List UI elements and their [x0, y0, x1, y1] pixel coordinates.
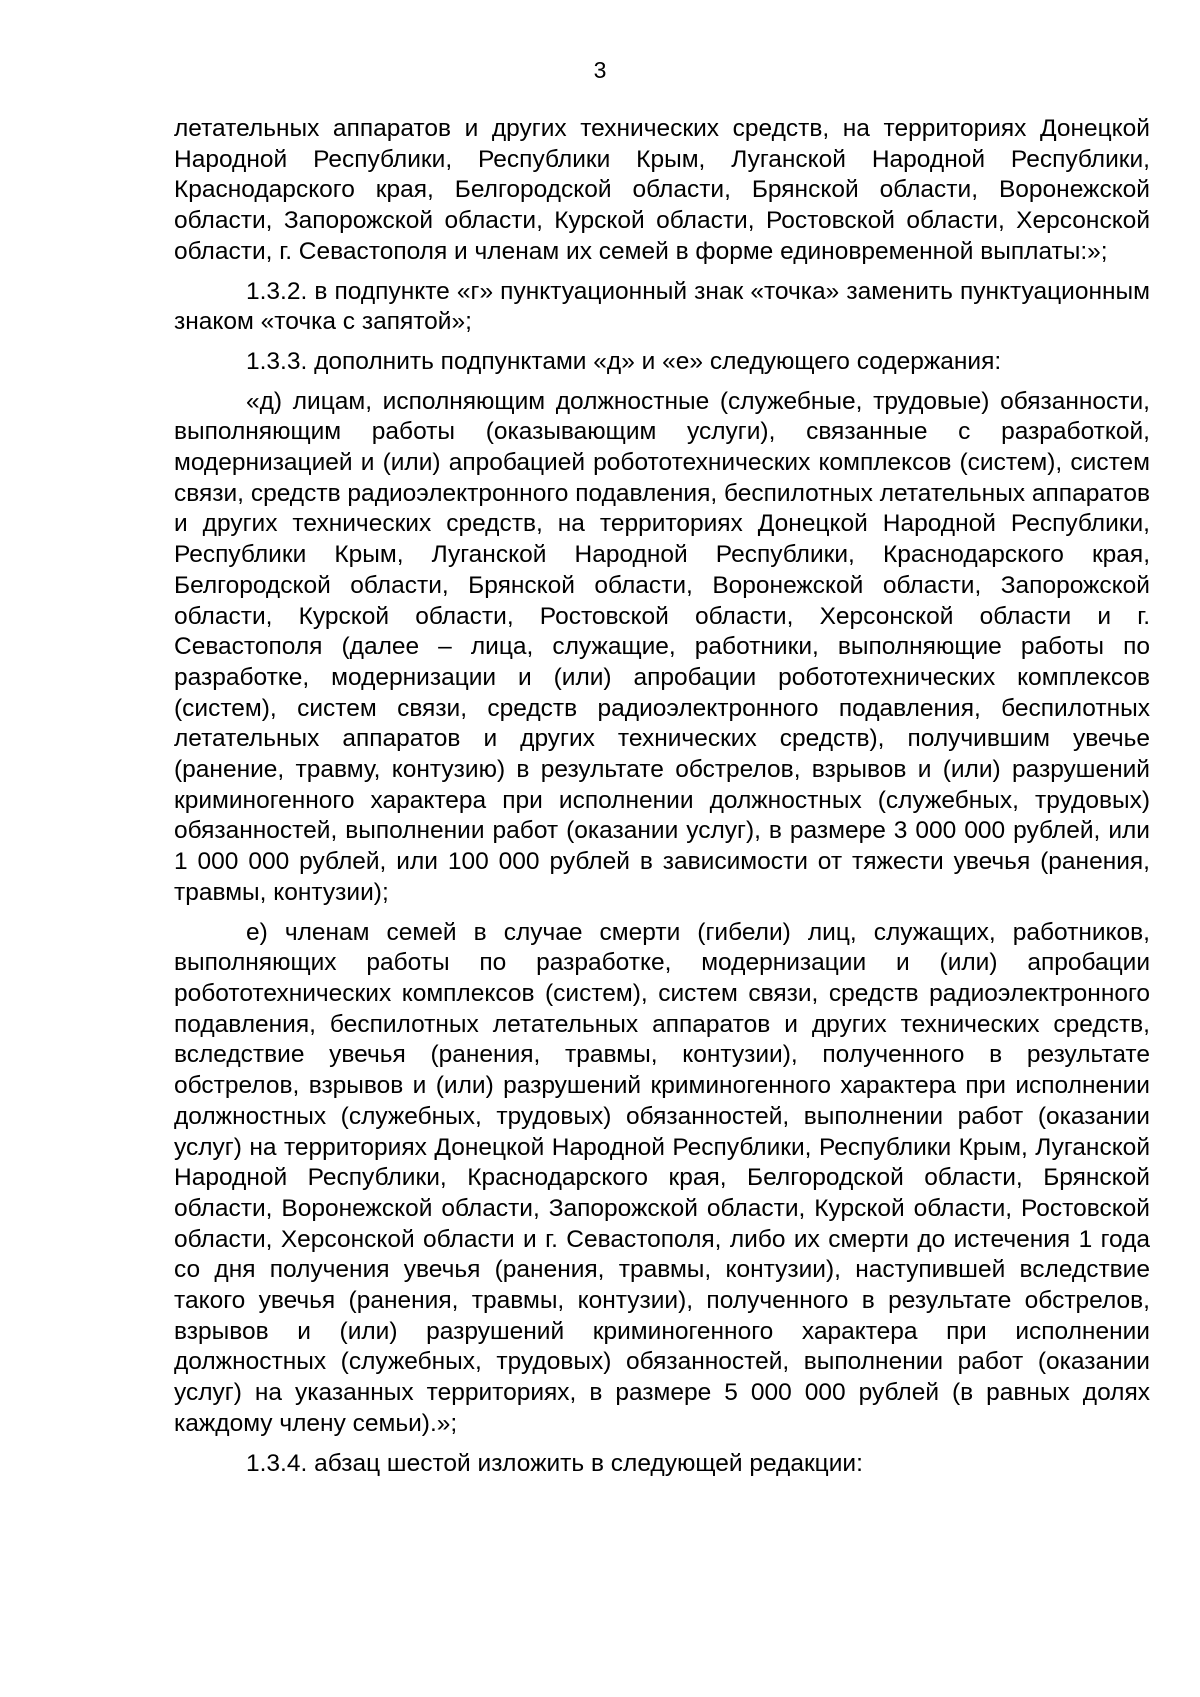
- paragraph-1-3-2: 1.3.2. в подпункте «г» пунктуационный знак «точка» заменить пунктуационным знаком «точка с запятой»;: [174, 277, 1150, 336]
- paragraph-continuation: летательных аппаратов и других технических средств, на территориях Донецкой Народной Республики, Республики Крым, Луганской Народной Республики, Краснодарского края, Белгородской области, Брянской области, Воронежской области, Запорожской области, Курской области, Ростовской области, Херсонской области, г. Севастополя и членам их семей в форме единовременной выплаты:»;: [174, 115, 1150, 265]
- paragraph-subitem-d: «д) лицам, исполняющим должностные (служебные, трудовые) обязанности, выполняющим работы (оказывающим услуги), связанные с разработкой, модернизацией и (или) апробацией робототехнических комплексов (систем), систем связи, средств радиоэлектронного подавления, беспилотных летательных аппаратов и других технических средств, на территориях Донецкой Народной Республики, Республики Крым, Луганской Народной Республики, Краснодарского края, Белгородской области, Брянской области, Воронежской области, Запорожской области, Курской области, Ростовской области, Херсонской области и г. Севастополя (далее – лица, служащие, работники, выполняющие работы по разработке, модернизации и (или) апробации робототехнических комплексов (систем), систем связи, средств радиоэлектронного подавления, беспилотных летательных аппаратов и других технических средств), получившим увечье (ранение, травму, контузию) в результате обстрелов, взрывов и (или) разрушений криминогенного характера при исполнении должностных (служебных, трудовых) обязанностей, выполнении работ (оказании услуг), в размере 3 000 000 рублей, или 1 000 000 рублей, или 100 000 рублей в зависимости от тяжести увечья (ранения, травмы, контузии);: [174, 387, 1150, 906]
- paragraph-1-3-4: 1.3.4. абзац шестой изложить в следующей редакции:: [246, 1449, 863, 1477]
- paragraph-subitem-e: е) членам семей в случае смерти (гибели) лиц, служащих, работников, выполняющих работы по разработке, модернизации и (или) апробации робототехнических комплексов (систем), систем связи, средств радиоэлектронного подавления, беспилотных летательных аппаратов и других технических средств, вследствие увечья (ранения, травмы, контузии), полученного в результате обстрелов, взрывов и (или) разрушений криминогенного характера при исполнении должностных (служебных, трудовых) обязанностей, выполнении работ (оказании услуг) на территориях Донецкой Народной Республики, Республики Крым, Луганской Народной Республики, Краснодарского края, Белгородской области, Брянской области, Воронежской области, Запорожской области, Курской области, Ростовской области, Херсонской области и г. Севастополя, либо их смерти до истечения 1 года со дня получения увечья (ранения, травмы, контузии), наступившей вследствие такого увечья (ранения, травмы, контузии), полученного в результате обстрелов, взрывов и (или) разрушений криминогенного характера при исполнении должностных (служебных, трудовых) обязанностей, выполнении работ (оказании услуг) на указанных территориях, в размере 5 000 000 рублей (в равных долях каждому члену семьи).»;: [174, 918, 1150, 1437]
- paragraph-1-3-3: 1.3.3. дополнить подпунктами «д» и «е» следующего содержания:: [246, 347, 1002, 375]
- page-number: 3: [593, 57, 607, 83]
- document-body: [174, 114, 1150, 1479]
